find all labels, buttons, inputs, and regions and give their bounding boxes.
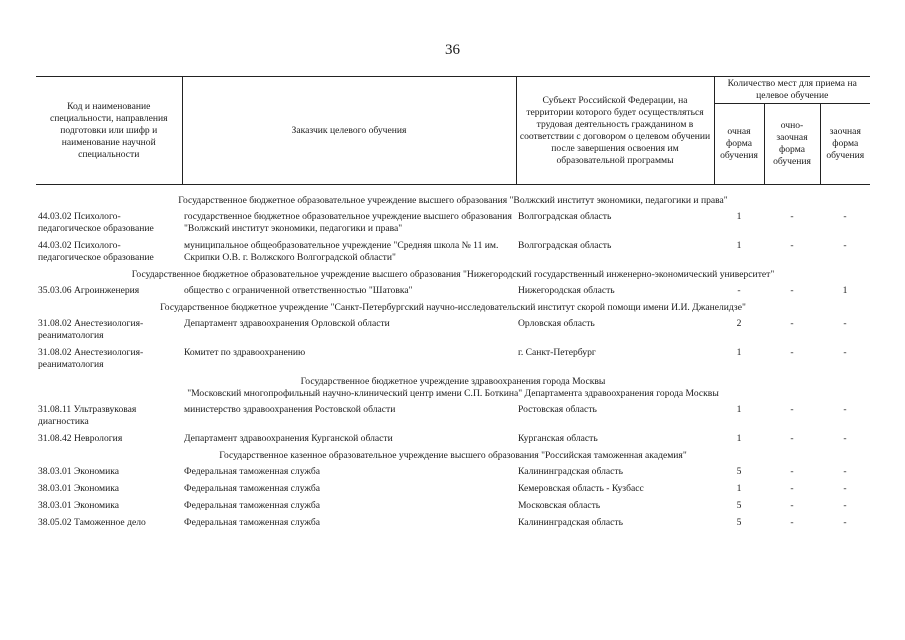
cell-code: 44.03.02 Психолого-педагогическое образование — [38, 211, 154, 234]
section-title: Государственное бюджетное образовательное учреждение высшего образования "Нижегородский государственный инженерно-экономический университет" — [131, 269, 775, 280]
cell-code: 38.03.01 Экономика — [38, 500, 120, 511]
cell-customer: муниципальное общеобразовательное учреждение "Средняя школа № 11 им. Скрипки О.В. г. Волжского Волгоградской области" — [184, 240, 499, 263]
table-row — [36, 283, 870, 300]
cell-extramural: - — [843, 466, 847, 477]
cell-customer: Департамент здравоохранения Курганской области — [184, 433, 393, 444]
target-admission-table — [36, 76, 870, 532]
cell-fulltime: 2 — [736, 318, 742, 329]
cell-fulltime: 1 — [736, 347, 742, 358]
cell-code: 31.08.11 Ультразвуковая диагностика — [38, 404, 137, 427]
section-title-cell — [36, 193, 870, 209]
cell-fulltime: 1 — [736, 433, 742, 444]
table-row — [36, 345, 870, 374]
table-row — [36, 402, 870, 431]
cell-extramural: - — [843, 318, 847, 329]
cell-parttime: - — [790, 517, 794, 528]
cell-parttime: - — [790, 404, 794, 415]
section-header — [36, 374, 870, 402]
cell-subject: г. Санкт-Петербург — [518, 347, 596, 358]
cell-extramural: - — [843, 240, 847, 251]
cell-extramural: - — [843, 500, 847, 511]
header-fulltime: очная форма обучения — [714, 104, 764, 185]
cell-customer: министерство здравоохранения Ростовской области — [184, 404, 396, 415]
table-row — [36, 316, 870, 345]
header-extramural: заочная форма обучения — [820, 104, 870, 185]
cell-subject: Ростовская область — [518, 404, 597, 415]
cell-subject: Московская область — [518, 500, 601, 511]
cell-code: 38.03.01 Экономика — [38, 483, 120, 494]
cell-extramural: - — [843, 404, 847, 415]
cell-fulltime: 1 — [736, 211, 742, 222]
cell-subject: Орловская область — [518, 318, 595, 329]
header-code: Код и наименование специальности, направления подготовки или шифр и наименование научной специальности — [36, 77, 182, 185]
cell-code: 31.08.02 Анестезиология-реаниматология — [38, 347, 144, 370]
section-subtitle: "Московский многопрофильный научно-клинический центр имени С.П. Боткина" Департамента здравоохранения города Москвы — [187, 388, 719, 399]
cell-extramural: 1 — [842, 285, 848, 296]
cell-customer: государственное бюджетное образовательное учреждение высшего образования "Волжский институт экономики, педагогики и права" — [184, 211, 512, 234]
section-title-cell — [36, 300, 870, 316]
cell-subject: Калининградская область — [518, 466, 623, 477]
section-title-cell — [36, 448, 870, 464]
section-title: Государственное бюджетное учреждение здравоохранения города Москвы — [300, 376, 606, 387]
cell-parttime: - — [790, 347, 794, 358]
cell-subject: Волгоградская область — [518, 211, 612, 222]
cell-customer: общество с ограниченной ответственностью "Шатовка" — [184, 285, 413, 296]
cell-subject: Волгоградская область — [518, 240, 612, 251]
cell-fulltime: 1 — [736, 483, 742, 494]
header-parttime: очно-заочная форма обучения — [764, 104, 820, 185]
cell-code: 31.08.02 Анестезиология-реаниматология — [38, 318, 144, 341]
cell-parttime: - — [790, 466, 794, 477]
cell-customer: Комитет по здравоохранению — [184, 347, 306, 358]
section-header — [36, 448, 870, 464]
cell-code: 44.03.02 Психолого-педагогическое образование — [38, 240, 154, 263]
table-row — [36, 464, 870, 481]
cell-subject: Калининградская область — [518, 517, 623, 528]
cell-code: 38.05.02 Таможенное дело — [38, 517, 146, 528]
page-number: 36 — [445, 42, 460, 58]
cell-fulltime: 5 — [736, 517, 742, 528]
table-row — [36, 498, 870, 515]
section-header — [36, 267, 870, 283]
cell-extramural: - — [843, 433, 847, 444]
section-title-cell — [36, 267, 870, 283]
cell-subject: Нижегородская область — [518, 285, 615, 296]
cell-subject: Курганская область — [518, 433, 598, 444]
cell-parttime: - — [790, 211, 794, 222]
table-row — [36, 209, 870, 238]
cell-customer: Федеральная таможенная служба — [184, 466, 321, 477]
cell-parttime: - — [790, 318, 794, 329]
cell-fulltime: 5 — [736, 466, 742, 477]
cell-extramural: - — [843, 347, 847, 358]
table-body — [36, 185, 870, 533]
cell-extramural: - — [843, 483, 847, 494]
cell-parttime: - — [790, 483, 794, 494]
cell-subject: Кемеровская область - Кузбасс — [518, 483, 644, 494]
table-header — [36, 77, 870, 185]
cell-parttime: - — [790, 240, 794, 251]
table-row — [36, 431, 870, 448]
section-title: Государственное бюджетное учреждение "Санкт-Петербургский научно-исследовательский институт скорой помощи имени И.И. Джанелидзе" — [160, 302, 746, 313]
table-row — [36, 481, 870, 498]
table-row — [36, 515, 870, 532]
cell-parttime: - — [790, 500, 794, 511]
section-title: Государственное казенное образовательное учреждение высшего образования "Российская таможенная академия" — [219, 450, 687, 461]
header-customer: Заказчик целевого обучения — [182, 77, 516, 185]
cell-customer: Федеральная таможенная служба — [184, 500, 321, 511]
header-subject: Субъект Российской Федерации, на территории которого будет осуществляться трудовая деятельность гражданином в соответствии с договором о целевом обучении после завершения освоения им образовательной программы — [516, 77, 714, 185]
cell-code: 38.03.01 Экономика — [38, 466, 120, 477]
cell-fulltime: 1 — [736, 404, 742, 415]
cell-fulltime: 1 — [736, 240, 742, 251]
cell-customer: Федеральная таможенная служба — [184, 517, 321, 528]
section-header — [36, 300, 870, 316]
header-quantity: Количество мест для приема на целевое обучение — [714, 77, 870, 104]
cell-customer: Федеральная таможенная служба — [184, 483, 321, 494]
cell-parttime: - — [790, 285, 794, 296]
section-header — [36, 193, 870, 209]
cell-extramural: - — [843, 517, 847, 528]
cell-parttime: - — [790, 433, 794, 444]
section-title: Государственное бюджетное образовательное учреждение высшего образования "Волжский институт экономики, педагогики и права" — [178, 195, 728, 206]
cell-extramural: - — [843, 211, 847, 222]
cell-code: 35.03.06 Агроинженерия — [38, 285, 140, 296]
cell-customer: Департамент здравоохранения Орловской области — [184, 318, 390, 329]
cell-fulltime: - — [737, 285, 741, 296]
table-row — [36, 238, 870, 267]
cell-fulltime: 5 — [736, 500, 742, 511]
section-title-cell — [36, 374, 870, 402]
cell-code: 31.08.42 Неврология — [38, 433, 123, 444]
